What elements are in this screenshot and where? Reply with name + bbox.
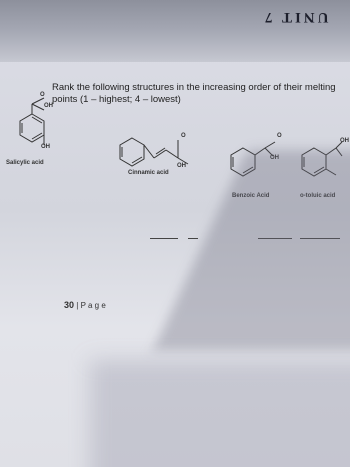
cinnamic-o-label: O xyxy=(181,133,186,139)
o-toluic-acid-label: o-toluic acid xyxy=(300,193,336,199)
benzoic-acid-label: Benzoic Acid xyxy=(232,193,270,199)
cinnamic-acid-label: Cinnamic acid xyxy=(128,170,169,176)
salicylic-carboxyl-oh-label: OH xyxy=(44,103,53,109)
question-instruction: Rank the following structures in the increasing order of their melting points (1 – highest; 4 – lowest) xyxy=(52,82,336,105)
o-toluic-oh-label: OH xyxy=(340,138,349,144)
answer-blank-1[interactable] xyxy=(150,238,178,239)
page-footer xyxy=(64,300,106,310)
salicylic-hydroxyl-label: OH xyxy=(41,144,50,150)
benzoic-o-label: O xyxy=(277,133,282,139)
benzoic-oh-label: OH xyxy=(270,155,279,161)
page-word: P a g e xyxy=(80,301,106,310)
unit-title: UNIT 7 xyxy=(262,9,329,25)
page-number: 30 xyxy=(64,300,75,310)
salicylic-acid-label: Salicylic acid xyxy=(6,160,44,166)
answer-blank-2[interactable] xyxy=(188,238,198,239)
cinnamic-oh-label: OH xyxy=(177,163,186,169)
page-separator: | xyxy=(76,301,81,310)
cinnamic-acid-structure xyxy=(110,130,200,185)
salicylic-o-label: O xyxy=(40,92,45,98)
lower-shadow xyxy=(90,360,350,467)
page-header xyxy=(0,0,350,62)
